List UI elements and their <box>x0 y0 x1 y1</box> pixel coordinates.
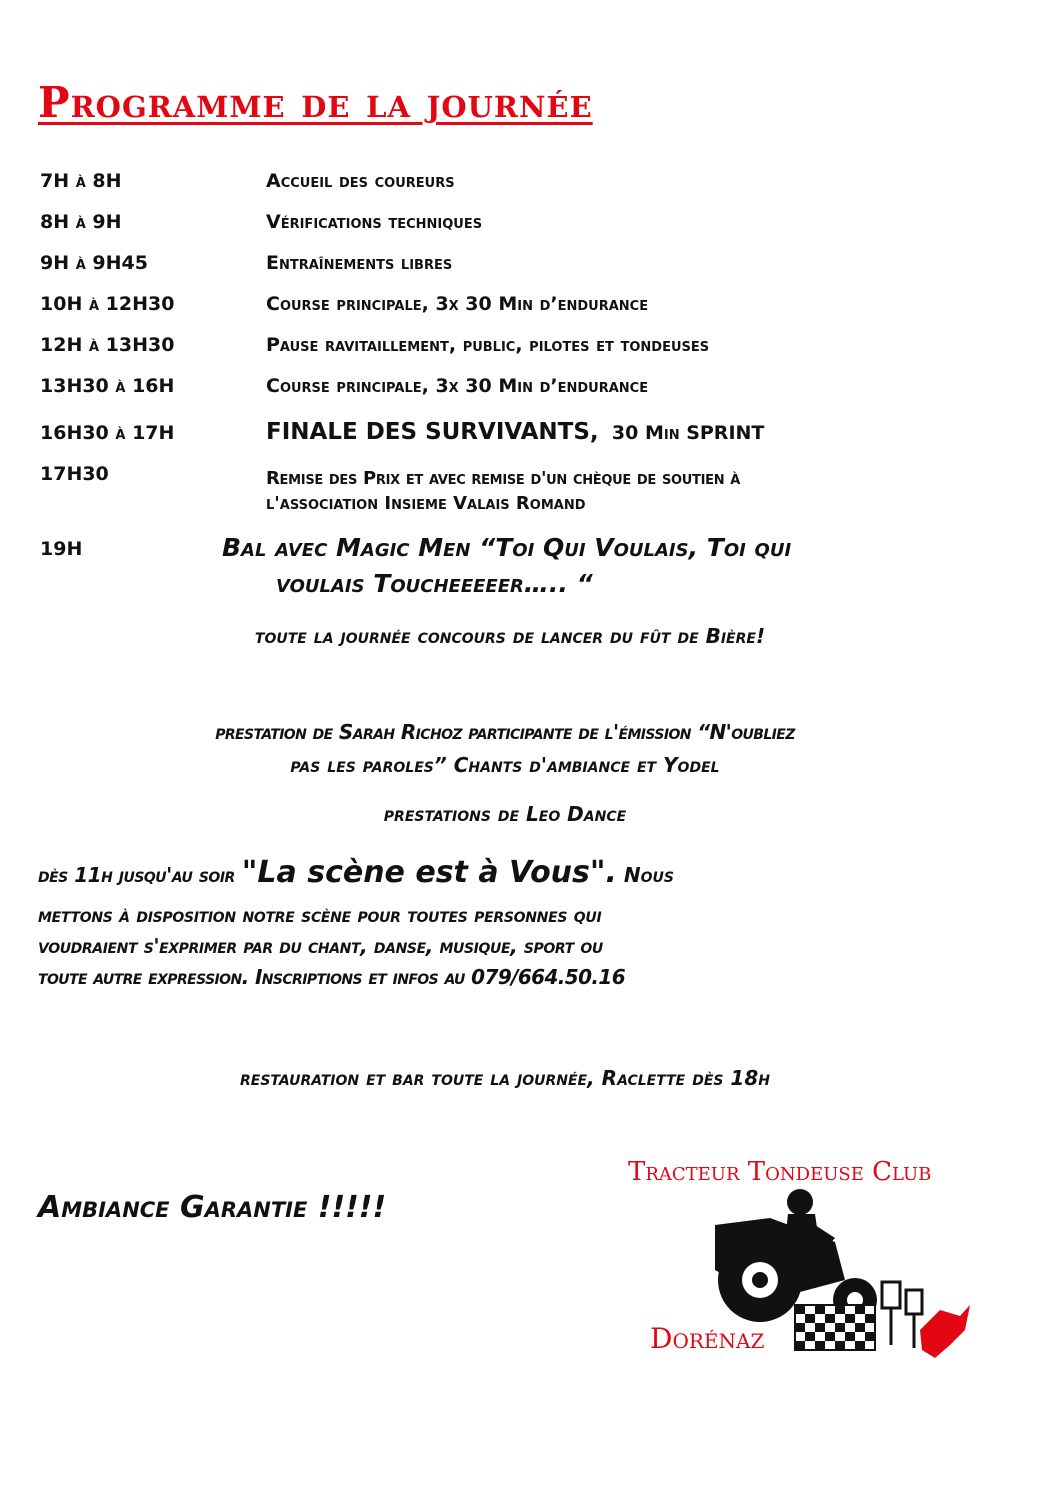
activity-line: Remise des Prix et avec remise d'un chèque de soutien à <box>266 468 741 489</box>
prestation-line1: prestation de Sarah Richoz participante de l'émission “N'oubliez <box>215 720 795 744</box>
finale-sprint: 30 Min SPRINT <box>611 422 765 444</box>
schedule-time: 17H30 <box>40 463 109 485</box>
scene-line2: mettons à disposition notre scène pour toutes personnes qui <box>38 903 602 927</box>
valais-flag-icon <box>920 1305 970 1358</box>
rider-helmet-icon <box>787 1189 813 1215</box>
schedule-time: 16H30 à 17H <box>40 422 175 444</box>
scene-line3: voudraient s'exprimer par du chant, danse, musique, sport ou <box>38 934 603 958</box>
schedule-activity: Course principale, 3x 30 Min d’endurance <box>266 375 649 397</box>
schedule-time: 12H à 13H30 <box>40 334 175 356</box>
checkered-flag-icon <box>795 1305 875 1350</box>
schedule-time: 7H à 8H <box>40 170 122 192</box>
activity-line: l'association Insieme Valais Romand <box>266 493 586 514</box>
piston-icon <box>882 1282 922 1348</box>
schedule-time: 10H à 12H30 <box>40 293 175 315</box>
prestation-line2: pas les paroles” Chants d'ambiance et Yodel <box>290 753 720 777</box>
evening-line1: Bal avec Magic Men “Toi Qui Voulais, Toi qui <box>222 533 792 562</box>
schedule-activity: Course principale, 3x 30 Min d’endurance <box>266 293 649 315</box>
finale-label: FINALE DES SURVIVANTS, <box>266 419 599 445</box>
ambiance-garantie: Ambiance Garantie !!!!! <box>38 1190 387 1225</box>
leo-dance: prestations de Leo Dance <box>383 802 627 826</box>
evening-line2: voulais Toucheeeeer….. “ <box>276 569 593 598</box>
scene-line1 <box>38 855 674 890</box>
page-title: Programme de la journée <box>38 78 593 127</box>
schedule-time: 13H30 à 16H <box>40 375 175 397</box>
logo-art <box>620 1130 980 1380</box>
schedule-activity: Entraînements libres <box>266 252 453 274</box>
schedule-time: 8H à 9H <box>40 211 122 233</box>
restauration: restauration et bar toute la journée, Raclette dès 18h <box>240 1066 770 1090</box>
logo-bottom-text: Dorénaz <box>650 1322 765 1355</box>
scene-line4: toute autre expression. Inscriptions et infos au 079/664.50.16 <box>38 965 626 989</box>
schedule-activity <box>266 419 764 445</box>
schedule-activity: Pause ravitaillement, public, pilotes et tondeuses <box>266 334 710 356</box>
schedule-activity-17h30 <box>266 466 740 516</box>
allday-contest: toute la journée concours de lancer du fût de Bière! <box>254 624 766 648</box>
scene-prefix: dès 11h jusqu'au soir <box>38 863 235 887</box>
scene-suffix: Nous <box>623 863 674 887</box>
schedule-activity: Accueil des coureurs <box>266 170 455 192</box>
logo-top-text: Tracteur Tondeuse Club <box>628 1157 932 1187</box>
schedule-activity: Vérifications techniques <box>266 211 483 233</box>
schedule-time: 9H à 9H45 <box>40 252 148 274</box>
scene-highlight: "La scène est à Vous". <box>241 855 617 890</box>
club-logo <box>620 1130 980 1380</box>
